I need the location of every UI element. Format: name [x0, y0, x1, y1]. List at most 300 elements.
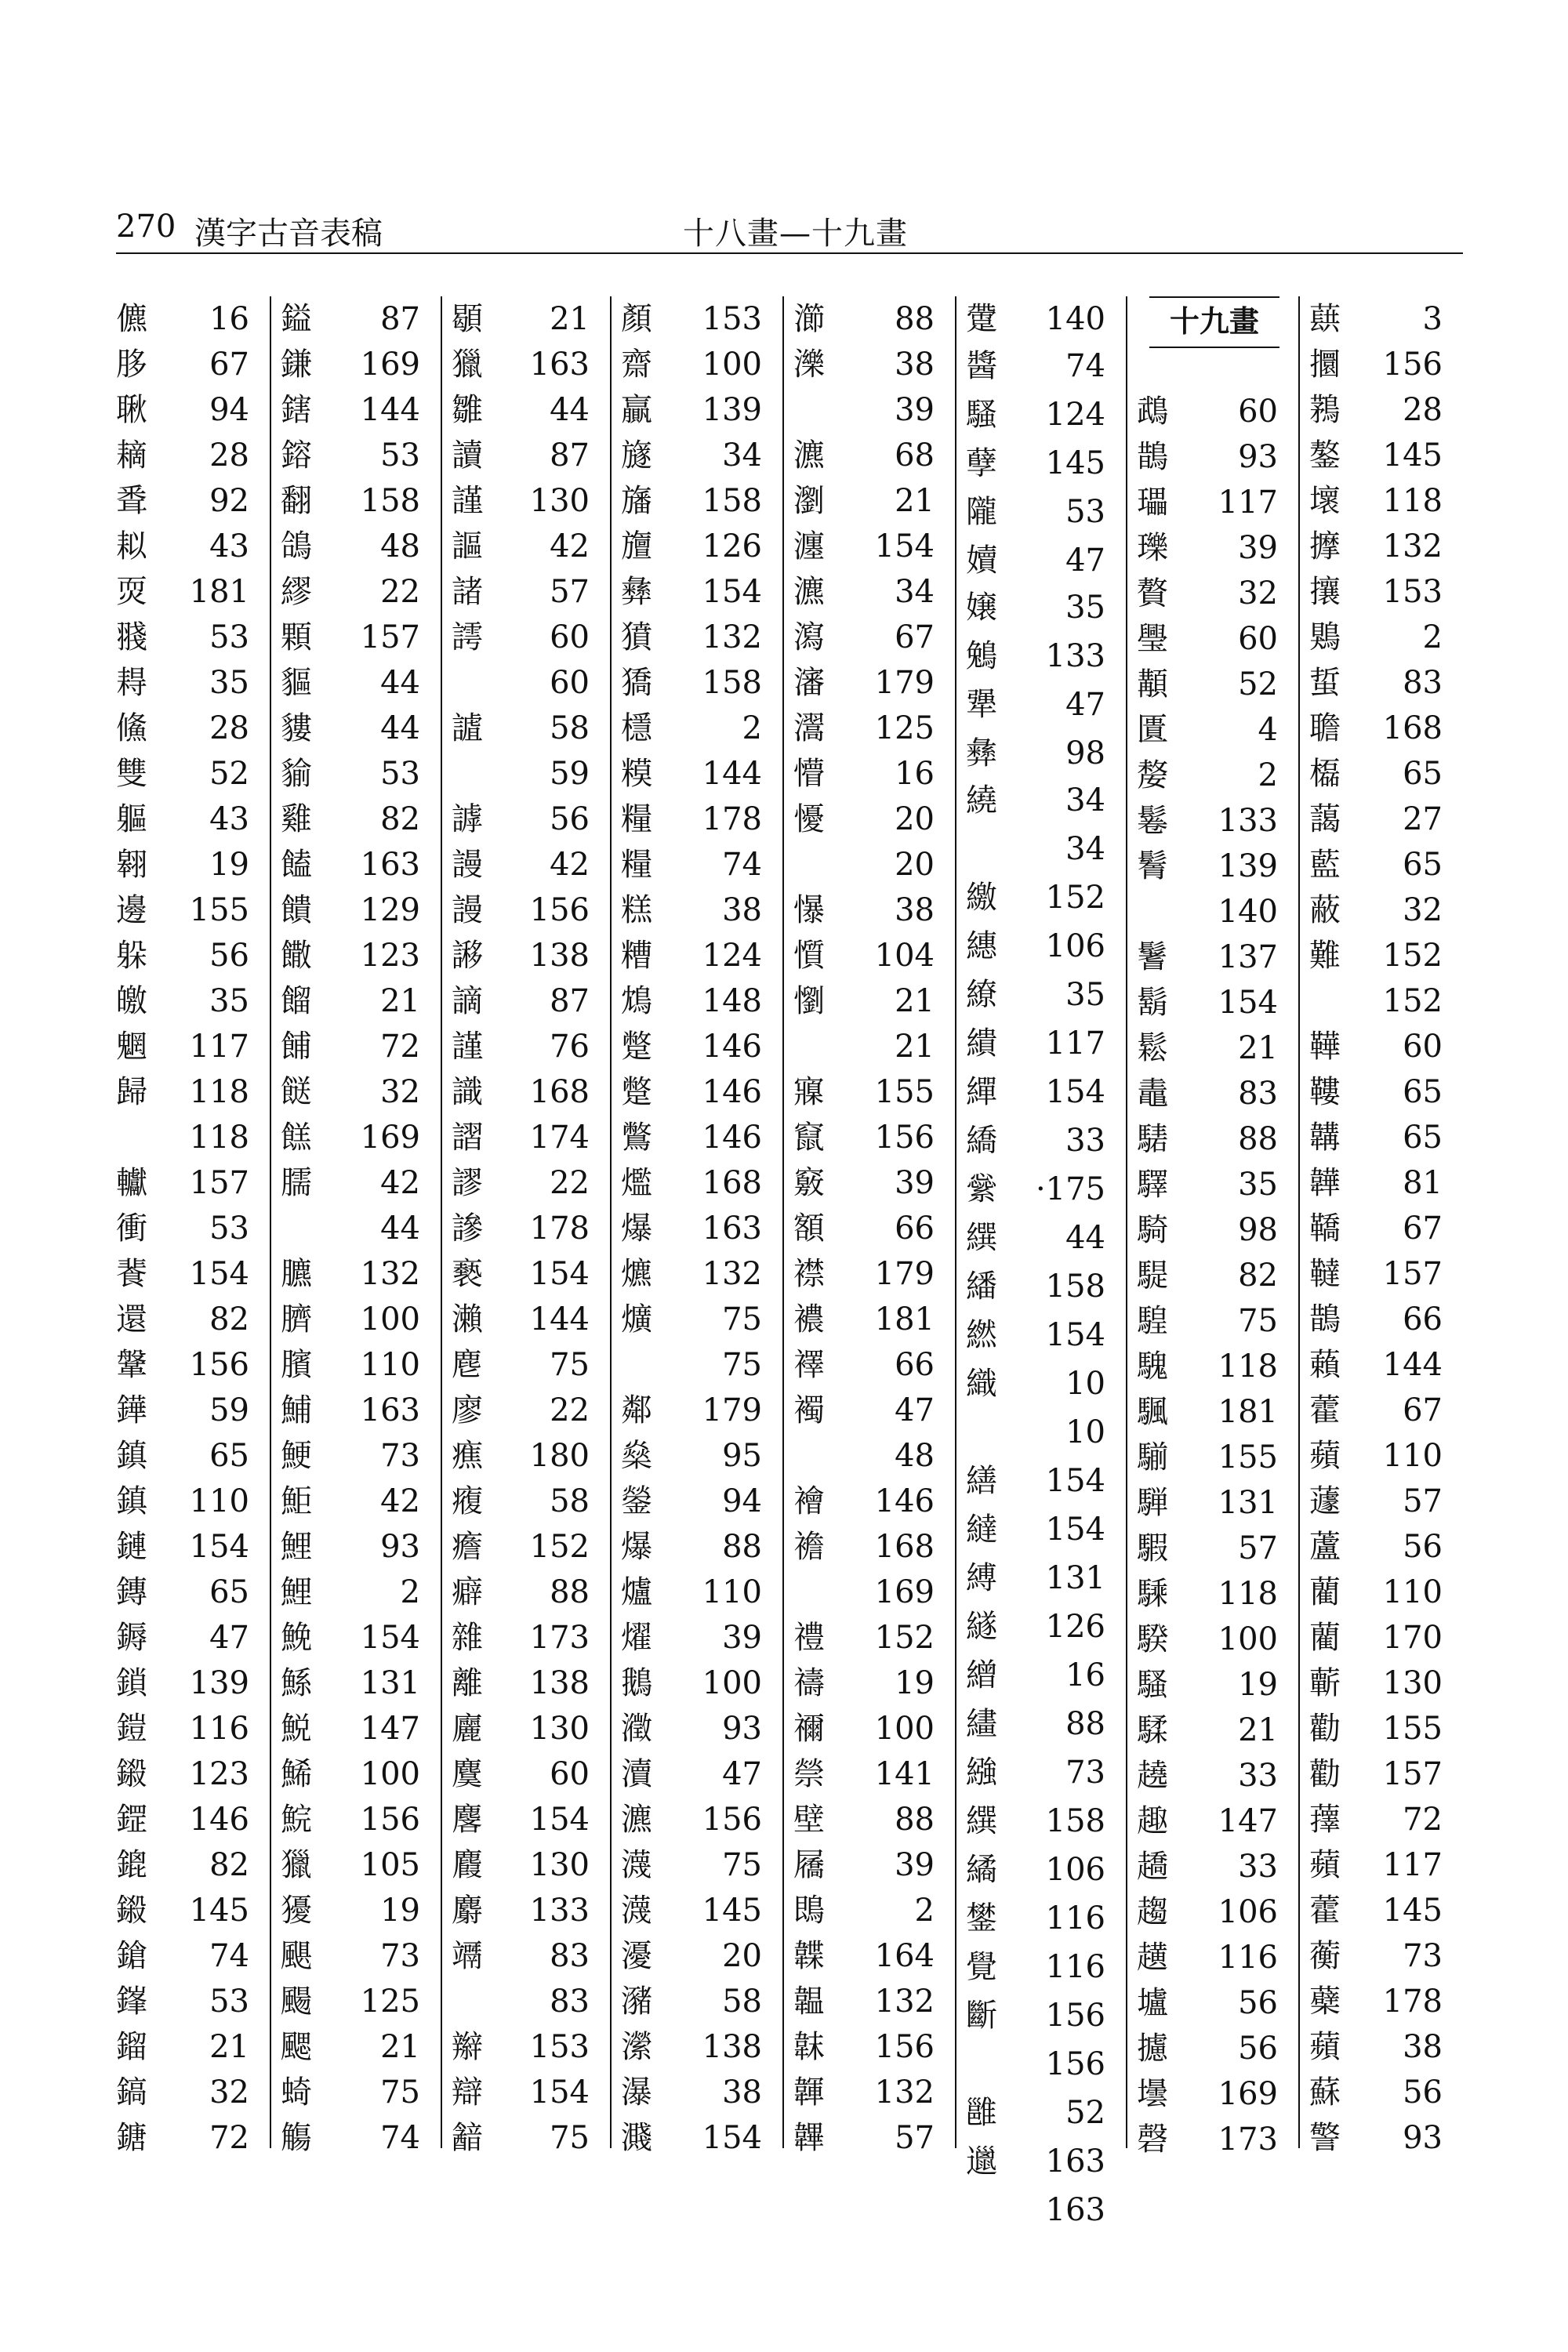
- entry-page-number: 53: [380, 756, 420, 792]
- index-entry: [116, 660, 270, 706]
- index-entry: [793, 1297, 955, 1342]
- entry-page-number: 94: [209, 392, 249, 428]
- entry-character: 䎮: [116, 437, 147, 474]
- entry-character: 觴: [281, 2120, 312, 2156]
- entry-page-number: 43: [209, 801, 249, 837]
- entry-character: 䫘: [452, 301, 483, 337]
- entry-page-number: 155: [189, 892, 249, 928]
- entry-page-number: 58: [550, 1483, 590, 1519]
- entry-page-number: 110: [702, 1574, 762, 1610]
- index-entry: [793, 387, 955, 433]
- entry-page-number: 155: [1218, 1439, 1278, 1475]
- entry-page-number: 35: [1065, 977, 1105, 1013]
- entry-page-number: 132: [1382, 528, 1443, 564]
- index-entry: [281, 1842, 441, 1888]
- index-entry: [116, 1706, 270, 1751]
- entry-page-number: 178: [702, 801, 762, 837]
- index-entry: [452, 1661, 610, 1706]
- entry-page-number: 47: [722, 1756, 762, 1792]
- entry-page-number: 72: [380, 1029, 420, 1065]
- index-entry: [1309, 660, 1463, 706]
- entry-character: 額: [793, 1210, 825, 1247]
- entry-page-number: 33: [1065, 1123, 1105, 1159]
- entry-page-number: 139: [189, 1665, 249, 1701]
- entry-character: 顏: [621, 301, 652, 337]
- entry-page-number: 157: [1382, 1256, 1443, 1292]
- index-entry: [621, 296, 782, 342]
- entry-page-number: 154: [189, 1529, 249, 1565]
- index-entry: [793, 1842, 955, 1888]
- index-entry: [116, 1933, 270, 1979]
- entry-page-number: 146: [702, 1120, 762, 1156]
- index-entry: [621, 1433, 782, 1479]
- entry-character: 讀: [452, 437, 483, 474]
- entry-character: 顜: [1137, 666, 1168, 702]
- entry-character: 瀎: [621, 1893, 652, 1929]
- entry-character: 鬐: [1137, 939, 1168, 975]
- entry-page-number: 28: [209, 437, 249, 474]
- index-entry: [621, 797, 782, 842]
- entry-page-number: 87: [380, 301, 420, 337]
- entry-page-number: 138: [529, 1665, 590, 1701]
- entry-page-number: 169: [360, 347, 420, 383]
- entry-character: 㰁: [1309, 756, 1341, 792]
- entry-page-number: 19: [895, 1665, 935, 1701]
- entry-character: 嬻: [966, 543, 997, 579]
- index-entry: [793, 1570, 955, 1615]
- entry-character: 彝: [621, 574, 652, 610]
- index-entry: [793, 1251, 955, 1297]
- entry-character: 鎧: [116, 1711, 147, 1747]
- index-entry: [1137, 1935, 1298, 1980]
- entry-page-number: 65: [1403, 1074, 1443, 1110]
- entry-page-number: 179: [874, 665, 935, 701]
- entry-page-number: 130: [529, 1847, 590, 1883]
- entry-page-number: 82: [1238, 1258, 1278, 1294]
- entry-character: 獶: [281, 1893, 312, 1929]
- entry-character: 辯: [452, 2074, 483, 2111]
- entry-page-number: 32: [209, 2074, 249, 2111]
- index-entry: [966, 343, 1126, 389]
- entry-page-number: 2: [1258, 757, 1278, 793]
- entry-character: 爊: [621, 1256, 652, 1292]
- entry-page-number: 100: [874, 1711, 935, 1747]
- entry-page-number: 156: [360, 1802, 420, 1838]
- entry-character: 鎠: [116, 1802, 147, 1838]
- entry-page-number: 93: [1238, 439, 1278, 475]
- entry-character: 彝: [966, 735, 997, 771]
- entry-page-number: 3: [1422, 301, 1443, 337]
- entry-character: 瀑: [621, 2074, 652, 2111]
- entry-page-number: 117: [189, 1029, 249, 1065]
- index-entry: [966, 1993, 1126, 2038]
- index-entry: [116, 1115, 270, 1160]
- entry-character: 韗: [793, 2074, 825, 2111]
- entry-page-number: 75: [380, 2074, 420, 2111]
- entry-page-number: 144: [1382, 1347, 1443, 1383]
- entry-character: 瀎: [621, 1847, 652, 1883]
- index-entry: [116, 1160, 270, 1206]
- index-entry: [1137, 1844, 1298, 1889]
- entry-character: 鎽: [116, 1984, 147, 2020]
- entry-page-number: 22: [380, 574, 420, 610]
- entry-character: 藿: [1309, 1392, 1341, 1428]
- index-entry: [621, 1342, 782, 1388]
- index-entry: [793, 1479, 955, 1524]
- entry-character: 鎬: [116, 2074, 147, 2111]
- entry-character: 瀋: [793, 665, 825, 701]
- index-entry: [966, 538, 1126, 583]
- entry-page-number: 154: [1045, 1512, 1105, 1548]
- entry-page-number: 65: [1403, 756, 1443, 792]
- entry-character: 瓅: [1137, 530, 1168, 566]
- entry-character: 謹: [452, 483, 483, 519]
- entry-page-number: 66: [895, 1347, 935, 1383]
- index-entry: [966, 1069, 1126, 1115]
- entry-character: 麐: [452, 1802, 483, 1838]
- entry-character: 謾: [452, 892, 483, 928]
- entry-page-number: 21: [550, 301, 590, 337]
- index-entry: [966, 778, 1126, 823]
- entry-page-number: 83: [1403, 665, 1443, 701]
- entry-character: 難: [1309, 938, 1341, 974]
- entry-page-number: 19: [209, 847, 249, 883]
- index-entry: [1137, 980, 1298, 1025]
- entry-character: 繨: [966, 1512, 997, 1548]
- index-entry: [452, 1388, 610, 1433]
- entry-character: 雛: [452, 392, 483, 428]
- entry-page-number: 130: [1382, 1665, 1443, 1701]
- entry-character: 瓃: [1137, 485, 1168, 521]
- entry-page-number: 44: [380, 1210, 420, 1247]
- index-entry: [1137, 1798, 1298, 1844]
- entry-page-number: 35: [209, 983, 249, 1019]
- index-entry: [1137, 753, 1298, 798]
- entry-character: 爌: [621, 1301, 652, 1338]
- index-entry: [116, 1388, 270, 1433]
- index-entry: [281, 1479, 441, 1524]
- index-entry: [1137, 844, 1298, 889]
- entry-character: 鎗: [116, 1938, 147, 1974]
- index-entry: [281, 1342, 441, 1388]
- entry-page-number: 124: [1045, 397, 1105, 433]
- entry-page-number: 75: [722, 1847, 762, 1883]
- entry-page-number: 57: [1403, 1483, 1443, 1519]
- entry-page-number: 88: [722, 1529, 762, 1565]
- entry-character: 鶜: [1309, 392, 1341, 428]
- entry-character: 颶: [281, 1938, 312, 1974]
- entry-character: 䎿: [116, 392, 147, 428]
- index-entry: [1137, 1298, 1298, 1344]
- entry-page-number: 154: [360, 1620, 420, 1656]
- entry-character: 謾: [452, 847, 483, 883]
- index-entry: [452, 524, 610, 569]
- entry-character: 鞾: [1309, 1029, 1341, 1065]
- entry-page-number: 39: [722, 1620, 762, 1656]
- index-entry: [452, 1479, 610, 1524]
- entry-character: 歸: [116, 1074, 147, 1110]
- index-entry: [793, 1024, 955, 1069]
- entry-character: 貗: [281, 710, 312, 746]
- index-entry: [452, 1888, 610, 1933]
- index-entry: [966, 2042, 1126, 2087]
- index-entry: [966, 2139, 1126, 2184]
- entry-page-number: 56: [209, 938, 249, 974]
- index-entry: [281, 1615, 441, 1661]
- entry-page-number: 154: [874, 528, 935, 564]
- entry-page-number: 65: [209, 1438, 249, 1474]
- index-entry: [793, 797, 955, 842]
- entry-character: 犟: [966, 687, 997, 723]
- section-range: 十八畫—十九畫: [683, 216, 908, 252]
- entry-page-number: 148: [702, 983, 762, 1019]
- index-entry: [621, 433, 782, 478]
- index-entry: [1137, 707, 1298, 753]
- entry-page-number: 178: [1382, 1984, 1443, 2020]
- entry-character: 織: [966, 1366, 997, 1402]
- index-entry: [966, 1896, 1126, 1941]
- index-column-6: [966, 296, 1127, 2228]
- entry-page-number: 181: [189, 574, 249, 610]
- entry-page-number: 173: [529, 1620, 590, 1656]
- entry-character: 鶪: [1309, 619, 1341, 655]
- entry-page-number: 118: [189, 1120, 249, 1156]
- entry-page-number: 154: [1045, 1317, 1105, 1353]
- entry-character: 還: [116, 1301, 147, 1338]
- entry-page-number: 66: [1403, 1301, 1443, 1338]
- entry-page-number: 125: [874, 710, 935, 746]
- entry-character: 聸: [1309, 710, 1341, 746]
- index-entry: [1309, 1297, 1463, 1342]
- entry-character: 瀌: [793, 437, 825, 474]
- entry-page-number: 146: [702, 1029, 762, 1065]
- entry-page-number: 123: [189, 1756, 249, 1792]
- entry-character: 韘: [793, 1938, 825, 1974]
- entry-character: 鎮: [116, 1438, 147, 1474]
- index-entry: [1309, 1751, 1463, 1797]
- entry-character: 謫: [452, 983, 483, 1019]
- entry-page-number: 59: [209, 1392, 249, 1428]
- entry-page-number: 140: [1218, 894, 1278, 930]
- entry-page-number: 74: [1065, 348, 1105, 384]
- index-entry: [621, 1388, 782, 1433]
- index-entry: [621, 2115, 782, 2161]
- entry-character: 謼: [452, 801, 483, 837]
- entry-character: 褻: [452, 1256, 483, 1292]
- entry-character: 䎣: [116, 528, 147, 564]
- index-entry: [793, 2115, 955, 2161]
- index-entry: [452, 1979, 610, 2024]
- entry-page-number: 16: [1065, 1657, 1105, 1693]
- index-entry: [621, 978, 782, 1024]
- entry-page-number: 56: [1238, 1985, 1278, 2021]
- entry-page-number: 75: [550, 1347, 590, 1383]
- entry-character: 繚: [966, 977, 997, 1013]
- index-entry: [1309, 1842, 1463, 1888]
- index-entry: [793, 887, 955, 933]
- entry-page-number: 156: [874, 2029, 935, 2065]
- index-entry: [966, 1507, 1126, 1552]
- index-entry: [1309, 1661, 1463, 1706]
- entry-page-number: 145: [702, 1893, 762, 1929]
- entry-character: 醬: [966, 348, 997, 384]
- index-entry: [966, 972, 1126, 1018]
- entry-character: 懮: [793, 801, 825, 837]
- entry-character: 瀌: [793, 574, 825, 610]
- entry-character: 鎞: [116, 1847, 147, 1883]
- entry-character: 餔: [281, 1029, 312, 1065]
- entry-page-number: 130: [529, 483, 590, 519]
- entry-page-number: 22: [550, 1165, 590, 1201]
- index-column-4: [621, 296, 784, 2156]
- index-entry: [1309, 1979, 1463, 2024]
- index-entry: [452, 933, 610, 978]
- entry-page-number: 125: [360, 1984, 420, 2020]
- entry-page-number: 158: [702, 483, 762, 519]
- entry-character: 糕: [621, 892, 652, 928]
- entry-character: 騚: [1137, 1439, 1168, 1475]
- entry-character: 鏵: [116, 1392, 147, 1428]
- index-entry: [1137, 1708, 1298, 1753]
- index-entry: [1309, 1615, 1463, 1661]
- index-entry: [452, 1206, 610, 1251]
- entry-page-number: 42: [550, 528, 590, 564]
- index-entry: [452, 296, 610, 342]
- entry-page-number: 116: [189, 1711, 249, 1747]
- index-entry: [1309, 1479, 1463, 1524]
- entry-page-number: 67: [1403, 1392, 1443, 1428]
- index-entry: [452, 1160, 610, 1206]
- entry-page-number: 53: [209, 1984, 249, 2020]
- entry-character: 騩: [1137, 1348, 1168, 1385]
- entry-character: 䡾: [116, 1165, 147, 1201]
- entry-page-number: 32: [380, 1074, 420, 1110]
- entry-page-number: 47: [209, 1620, 249, 1656]
- entry-page-number: 4: [1258, 712, 1278, 748]
- entry-character: 鴿: [281, 528, 312, 564]
- entry-page-number: 75: [722, 1347, 762, 1383]
- index-entry: [1137, 1571, 1298, 1617]
- entry-character: 獵: [452, 347, 483, 383]
- index-entry: [116, 1297, 270, 1342]
- entry-character: 颸: [281, 2029, 312, 2065]
- index-entry: [281, 1524, 441, 1570]
- entry-character: 襟: [793, 1256, 825, 1292]
- index-entry: [966, 875, 1126, 920]
- entry-character: 鎦: [116, 2029, 147, 2065]
- page-number: 270: [116, 209, 176, 245]
- index-entry: [621, 1615, 782, 1661]
- entry-character: 鎣: [621, 1483, 652, 1519]
- entry-page-number: 65: [1403, 1120, 1443, 1156]
- entry-character: 識: [452, 1074, 483, 1110]
- entry-character: 糧: [621, 801, 652, 837]
- index-entry: [452, 1115, 610, 1160]
- entry-page-number: 67: [1403, 1210, 1443, 1247]
- entry-character: 鵖: [793, 1893, 825, 1929]
- index-entry: [452, 2115, 610, 2161]
- index-entry: [966, 1215, 1126, 1261]
- index-entry: [1137, 1480, 1298, 1526]
- index-entry: [966, 1312, 1126, 1358]
- index-entry: [452, 1342, 610, 1388]
- entry-page-number: 57: [550, 574, 590, 610]
- entry-page-number: 43: [209, 528, 249, 564]
- entry-character: 蘋: [1309, 2029, 1341, 2065]
- entry-page-number: 174: [529, 1120, 590, 1156]
- entry-page-number: 53: [209, 619, 249, 655]
- entry-page-number: 110: [360, 1347, 420, 1383]
- index-entry: [281, 933, 441, 978]
- index-entry: [793, 842, 955, 887]
- entry-page-number: 73: [380, 1938, 420, 1974]
- entry-page-number: 35: [1065, 590, 1105, 626]
- entry-page-number: 152: [1382, 983, 1443, 1019]
- entry-page-number: 132: [702, 619, 762, 655]
- index-entry: [116, 1024, 270, 1069]
- index-entry: [966, 826, 1126, 872]
- entry-page-number: 2: [914, 1893, 935, 1929]
- index-entry: [1137, 1889, 1298, 1935]
- entry-character: 襜: [793, 1529, 825, 1565]
- entry-page-number: 34: [1065, 831, 1105, 867]
- entry-page-number: 153: [702, 301, 762, 337]
- index-entry: [116, 1979, 270, 2024]
- entry-character: 蹩: [621, 1029, 652, 1065]
- entry-page-number: 169: [1218, 2076, 1278, 2112]
- entry-character: 鎔: [281, 437, 312, 474]
- entry-page-number: 100: [1218, 1621, 1278, 1657]
- entry-character: 瀥: [793, 710, 825, 746]
- entry-character: 糟: [621, 938, 652, 974]
- entry-character: 䎪: [116, 665, 147, 701]
- entry-character: 擵: [1309, 528, 1341, 564]
- entry-page-number: 106: [1045, 928, 1105, 964]
- index-entry: [116, 1342, 270, 1388]
- entry-character: 獖: [621, 619, 652, 655]
- entry-page-number: 163: [1045, 2192, 1105, 2228]
- index-entry: [1137, 662, 1298, 707]
- entry-page-number: 180: [529, 1438, 590, 1474]
- entry-page-number: 88: [550, 1574, 590, 1610]
- entry-character: 雙: [116, 756, 147, 792]
- index-entry: [116, 751, 270, 797]
- entry-page-number: 53: [209, 1210, 249, 1247]
- index-entry: [452, 1433, 610, 1479]
- entry-page-number: 16: [209, 301, 249, 337]
- index-entry: [966, 731, 1126, 776]
- entry-character: 䎒: [116, 619, 147, 655]
- entry-page-number: 173: [1218, 2122, 1278, 2158]
- index-entry: [281, 478, 441, 524]
- entry-character: 貙: [281, 665, 312, 701]
- index-entry: [621, 1570, 782, 1615]
- index-entry: [1309, 1115, 1463, 1160]
- index-entry: [452, 1024, 610, 1069]
- entry-page-number: 157: [189, 1165, 249, 1201]
- entry-character: 鮔: [281, 1483, 312, 1519]
- entry-page-number: 178: [529, 1210, 590, 1247]
- entry-page-number: 10: [1065, 1414, 1105, 1450]
- index-entry: [116, 2070, 270, 2115]
- index-entry: [1309, 296, 1463, 342]
- index-entry: [1309, 1888, 1463, 1933]
- index-entry: [793, 524, 955, 569]
- index-entry: [621, 1933, 782, 1979]
- index-entry: [793, 706, 955, 751]
- index-entry: [793, 1615, 955, 1661]
- index-entry: [1137, 1025, 1298, 1071]
